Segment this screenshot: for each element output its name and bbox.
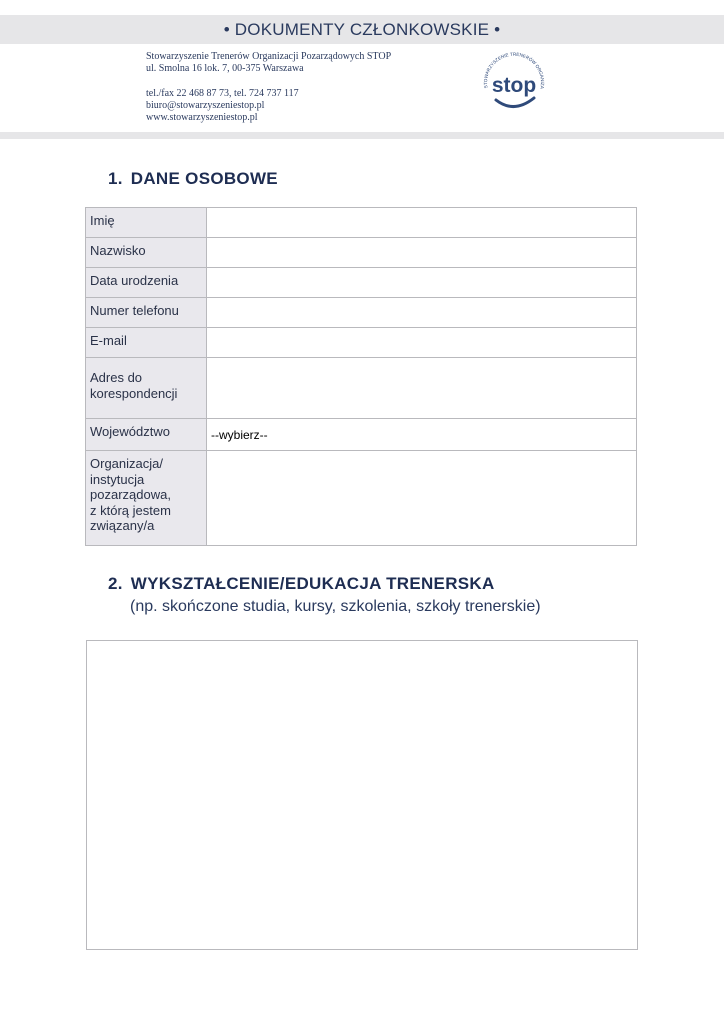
field-label-organization xyxy=(86,451,207,546)
logo-ring-textpath: STOWARZYSZENIE TRENERÓW ORGANIZA xyxy=(482,51,546,90)
logo-word: stop xyxy=(491,74,537,97)
section-2-number: 2. xyxy=(108,574,123,593)
table-row xyxy=(86,328,637,358)
stop-logo xyxy=(478,50,550,116)
organization-phone: tel./fax 22 468 87 73, tel. 724 737 117 xyxy=(146,88,299,99)
section-1-number: 1. xyxy=(108,169,123,188)
section-2-subtitle: (np. skończone studia, kursy, szkolenia, szkoły trenerskie) xyxy=(130,598,541,615)
organization-label-line: związany/a xyxy=(90,518,155,533)
section-1-title: DANE OSOBOWE xyxy=(130,169,278,188)
field-label-address: Adres do korespondencji xyxy=(86,358,207,419)
birth-date-field[interactable] xyxy=(207,268,637,298)
organization-label-line: pozarządowa, xyxy=(90,487,171,502)
organization-label-line: Organizacja/ xyxy=(90,456,163,471)
organization-email: biuro@stowarzyszeniestop.pl xyxy=(146,100,265,111)
table-row xyxy=(86,238,637,268)
table-row xyxy=(86,268,637,298)
section-2-heading xyxy=(108,574,495,594)
first-name-field[interactable] xyxy=(207,208,637,238)
field-label-voivodeship: Województwo xyxy=(86,419,207,451)
phone-field[interactable] xyxy=(207,298,637,328)
organization-label-line: instytucja xyxy=(90,471,145,487)
organization-address: ul. Smolna 16 lok. 7, 00-375 Warszawa xyxy=(146,63,304,74)
header-divider xyxy=(0,132,724,139)
document-title: • DOKUMENTY CZŁONKOWSKIE • xyxy=(223,20,501,39)
table-row xyxy=(86,451,637,546)
field-label-email: E-mail xyxy=(86,328,207,358)
field-label-first-name: Imię xyxy=(86,208,207,238)
organization-name: Stowarzyszenie Trenerów Organizacji Pozarządowych STOP xyxy=(146,51,392,62)
table-row xyxy=(86,358,637,419)
address-field[interactable] xyxy=(207,358,637,419)
field-label-birth-date: Data urodzenia xyxy=(86,268,207,298)
section-2-title: WYKSZTAŁCENIE/EDUKACJA TRENERSKA xyxy=(130,574,495,593)
field-label-phone: Numer telefonu xyxy=(86,298,207,328)
email-field[interactable] xyxy=(207,328,637,358)
table-row xyxy=(86,298,637,328)
organization-label-line: z którą jestem xyxy=(90,502,171,518)
education-textarea[interactable] xyxy=(86,640,638,950)
personal-data-table xyxy=(85,207,637,546)
last-name-field[interactable] xyxy=(207,238,637,268)
table-row xyxy=(86,208,637,238)
organization-website: www.stowarzyszeniestop.pl xyxy=(146,112,258,123)
field-label-last-name: Nazwisko xyxy=(86,238,207,268)
organization-field[interactable] xyxy=(207,451,637,546)
table-row xyxy=(86,419,637,451)
organization-info xyxy=(146,51,391,124)
logo-swoosh-icon xyxy=(496,98,534,107)
voivodeship-select[interactable]: --wybierz-- xyxy=(207,419,637,451)
section-1-heading xyxy=(108,169,278,189)
